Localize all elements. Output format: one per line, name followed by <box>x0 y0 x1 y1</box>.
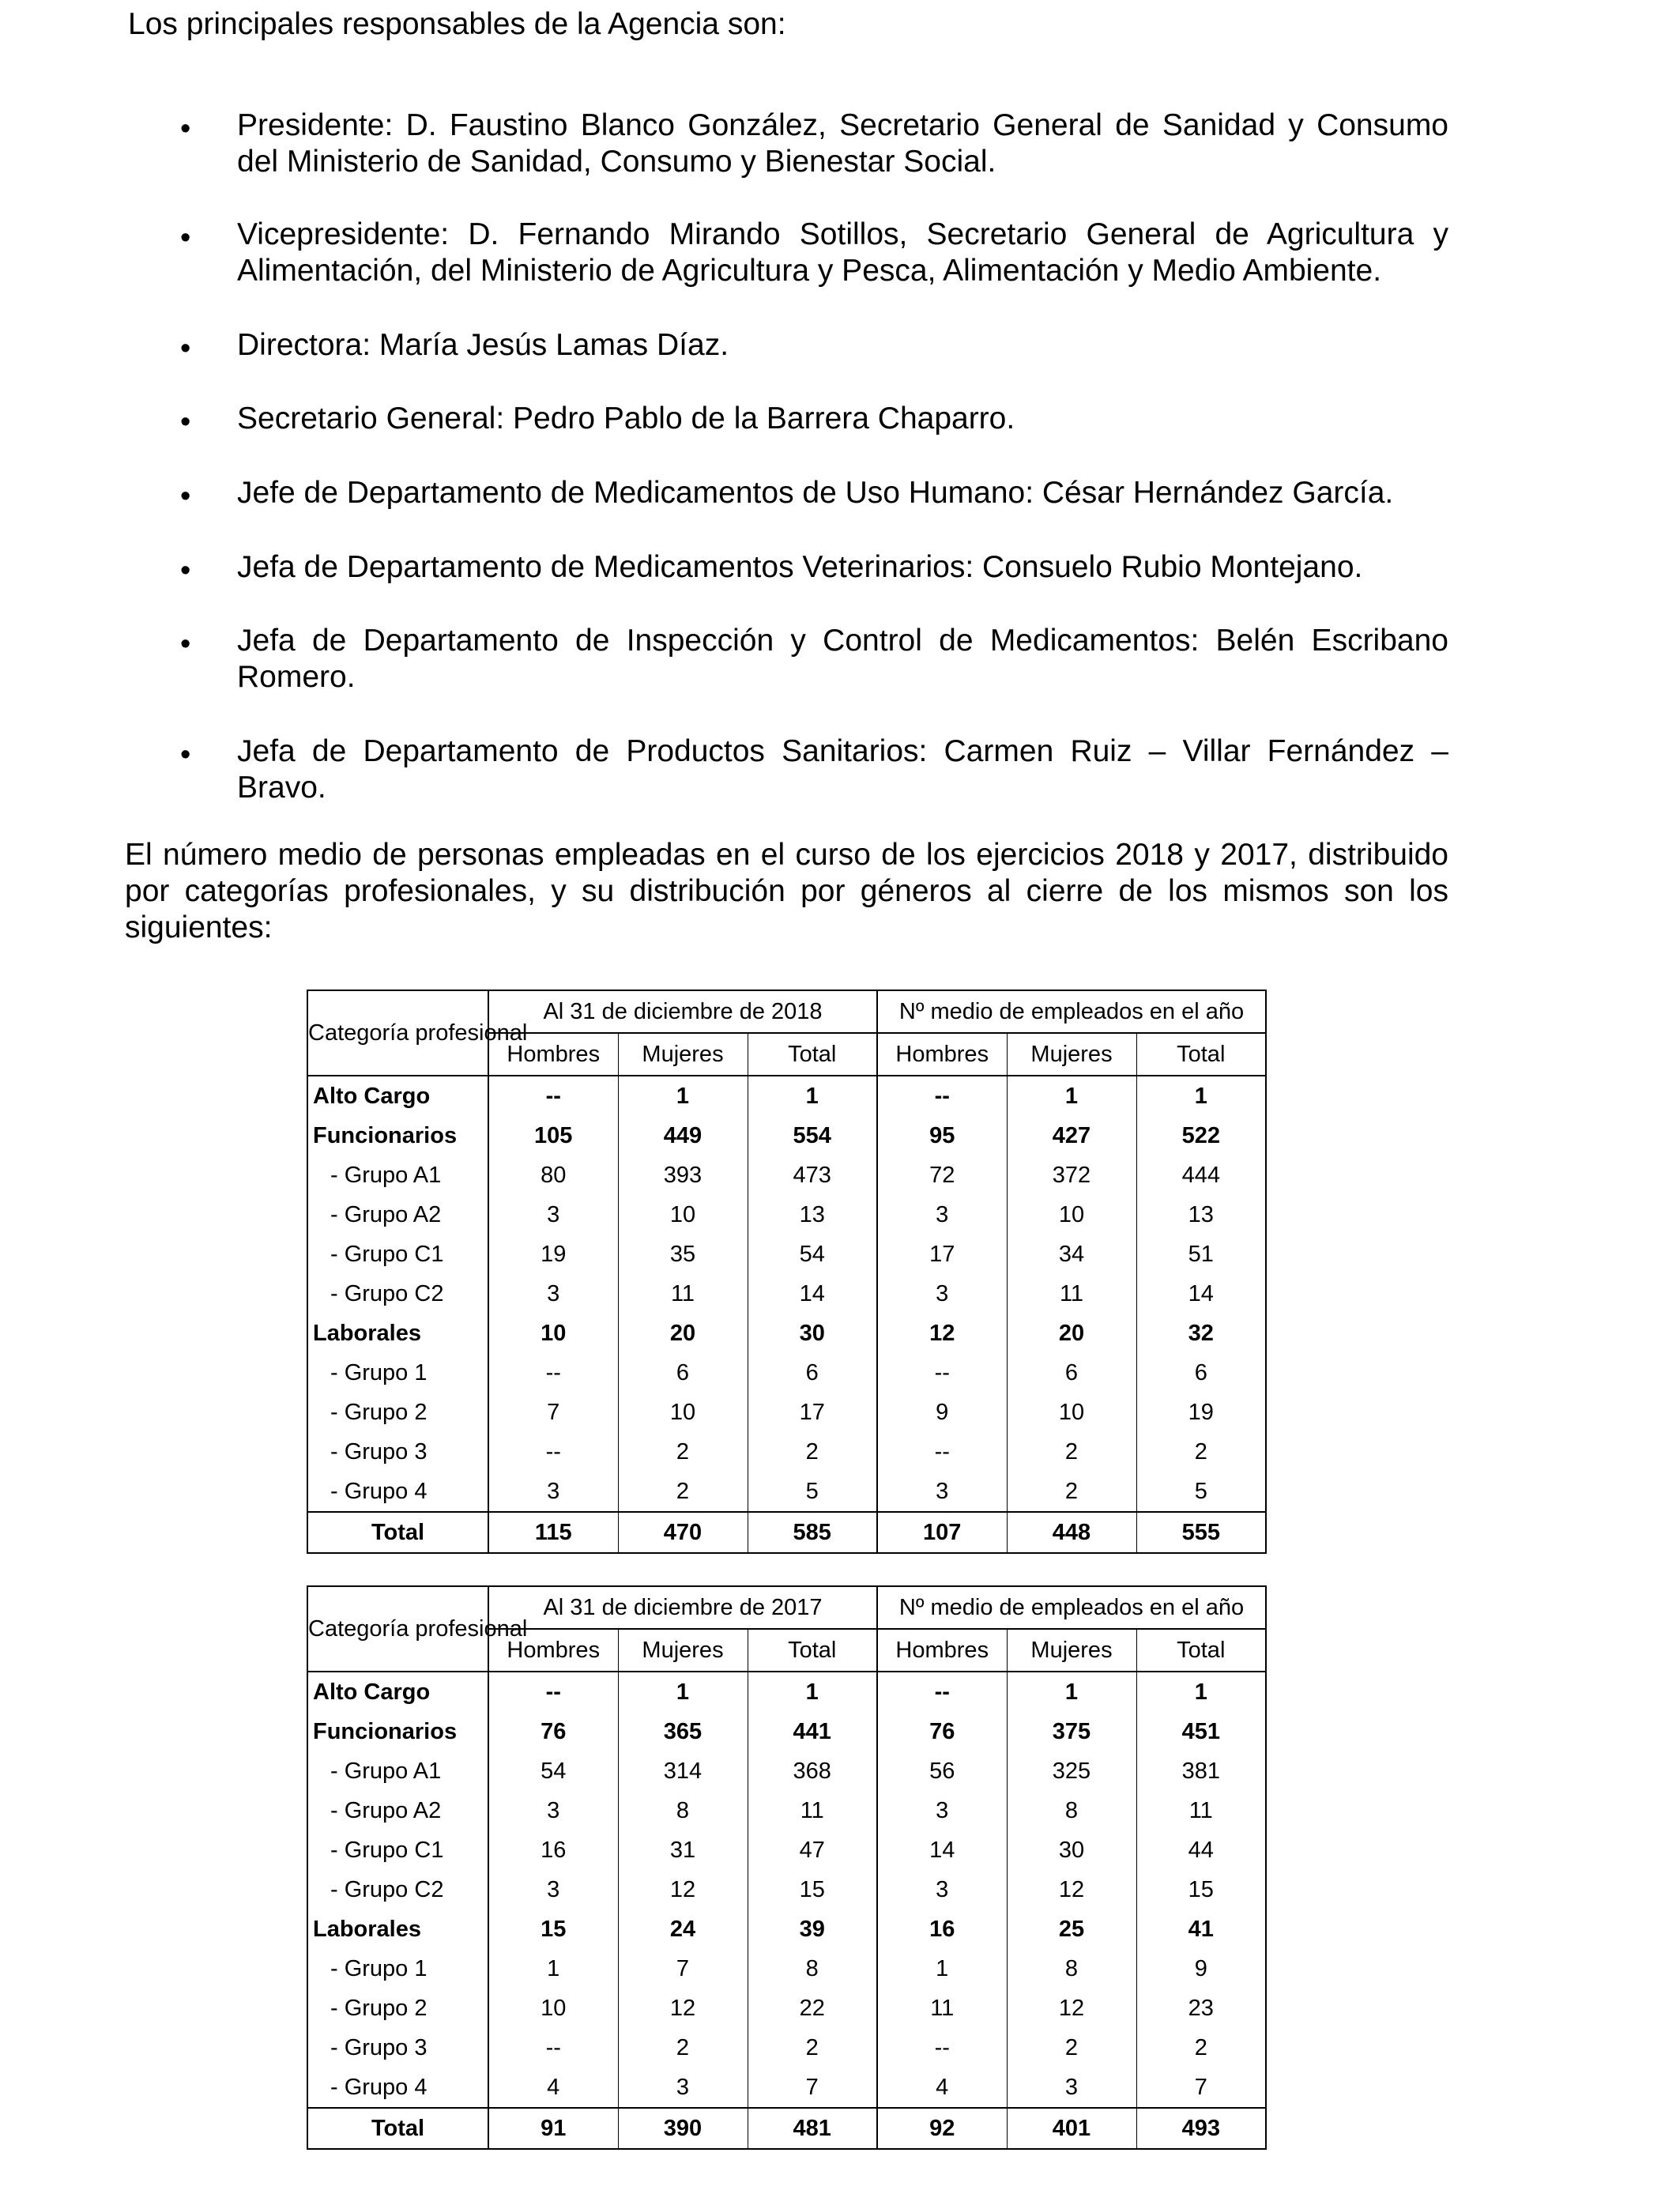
table-cell: 11 <box>618 1274 748 1314</box>
row-label: - Grupo A2 <box>307 1791 488 1830</box>
table-cell: 32 <box>1136 1314 1266 1353</box>
table-cell: -- <box>488 2028 618 2068</box>
table-row <box>307 1989 1266 2028</box>
table-cell: 16 <box>488 1830 618 1870</box>
table-cell: 3 <box>877 1472 1007 1512</box>
table-cell: 1 <box>1136 1076 1266 1116</box>
table-cell: 1 <box>1136 1672 1266 1712</box>
group-header-average: Nº medio de empleados en el año <box>877 990 1266 1033</box>
table-cell: 393 <box>618 1155 748 1195</box>
total-cell: 470 <box>618 1512 748 1553</box>
table-cell: 76 <box>488 1712 618 1751</box>
total-cell: 448 <box>1007 1512 1136 1553</box>
table-cell: 3 <box>877 1195 1007 1235</box>
table-cell: 451 <box>1136 1712 1266 1751</box>
table-cell: -- <box>488 1672 618 1712</box>
employees-paragraph: El número medio de personas empleadas en el curso de los ejercicios 2018 y 2017, distribuido por categorías profesionales, y su distribución por géneros al cierre de los mismos son los siguientes: <box>125 838 1448 944</box>
table-cell: 3 <box>877 1791 1007 1830</box>
column-header: Total <box>748 1629 877 1672</box>
table-row <box>307 2028 1266 2068</box>
table-cell: 368 <box>748 1751 877 1791</box>
list-item-text: Presidente: D. Faustino Blanco González, Secretario General de Sanidad y Consumo del Ministerio de Sanidad, Consumo y Bienestar Social. <box>237 108 1448 179</box>
table-cell: 10 <box>618 1195 748 1235</box>
total-cell: 390 <box>618 2108 748 2149</box>
column-header: Mujeres <box>1007 1033 1136 1076</box>
category-header: Categoría profesional <box>307 990 488 1076</box>
table-cell: 10 <box>1007 1195 1136 1235</box>
bullet-icon: • <box>180 405 191 439</box>
table-row <box>307 1432 1266 1472</box>
table-row <box>307 1751 1266 1791</box>
table-cell: 1 <box>1007 1076 1136 1116</box>
table-cell: 1 <box>748 1076 877 1116</box>
table-cell: -- <box>877 1432 1007 1472</box>
table-cell: 15 <box>1136 1870 1266 1909</box>
table-cell: 2 <box>618 1432 748 1472</box>
table-cell: 2 <box>1007 1432 1136 1472</box>
list-item-text: Jefa de Departamento de Productos Sanitarios: Carmen Ruiz – Villar Fernández – Bravo. <box>237 734 1448 805</box>
bullet-icon: • <box>180 738 191 771</box>
row-label: Alto Cargo <box>307 1672 488 1712</box>
table-cell: 10 <box>1007 1393 1136 1432</box>
table-row <box>307 1949 1266 1989</box>
table-cell: 9 <box>877 1393 1007 1432</box>
table-cell: 95 <box>877 1116 1007 1155</box>
table-cell: 12 <box>877 1314 1007 1353</box>
table-cell: 20 <box>1007 1314 1136 1353</box>
table-cell: 6 <box>1007 1353 1136 1393</box>
table-cell: 3 <box>488 1274 618 1314</box>
bullet-icon: • <box>180 480 191 513</box>
total-cell: 401 <box>1007 2108 1136 2149</box>
table-cell: 6 <box>748 1353 877 1393</box>
table-cell: 30 <box>1007 1830 1136 1870</box>
table-cell: 12 <box>618 1870 748 1909</box>
row-label: - Grupo A1 <box>307 1155 488 1195</box>
row-label: - Grupo 4 <box>307 1472 488 1512</box>
group-header-average: Nº medio de empleados en el año <box>877 1586 1266 1629</box>
table-cell: 3 <box>877 1274 1007 1314</box>
table-cell: 441 <box>748 1712 877 1751</box>
table-cell: 11 <box>1007 1274 1136 1314</box>
table-cell: 11 <box>748 1791 877 1830</box>
bullet-icon: • <box>180 221 191 254</box>
table-cell: -- <box>877 2028 1007 2068</box>
table-cell: 365 <box>618 1712 748 1751</box>
table-cell: 2 <box>748 1432 877 1472</box>
table-cell: 10 <box>618 1393 748 1432</box>
row-label: - Grupo C1 <box>307 1235 488 1274</box>
table-row <box>307 1672 1266 1712</box>
table-cell: 19 <box>1136 1393 1266 1432</box>
table-cell: 2 <box>1007 1472 1136 1512</box>
column-header: Hombres <box>877 1629 1007 1672</box>
total-row <box>307 1512 1266 1553</box>
column-header: Mujeres <box>618 1629 748 1672</box>
table-cell: 444 <box>1136 1155 1266 1195</box>
table-cell: 3 <box>488 1472 618 1512</box>
column-header: Mujeres <box>1007 1629 1136 1672</box>
row-label: - Grupo 2 <box>307 1393 488 1432</box>
table-row <box>307 1472 1266 1512</box>
total-cell: 481 <box>748 2108 877 2149</box>
table-cell: 2 <box>748 2028 877 2068</box>
table-cell: 51 <box>1136 1235 1266 1274</box>
table-cell: 30 <box>748 1314 877 1353</box>
table-cell: -- <box>877 1076 1007 1116</box>
table-row <box>307 1712 1266 1751</box>
column-header: Total <box>748 1033 877 1076</box>
table-cell: 2 <box>1136 1432 1266 1472</box>
row-label: Laborales <box>307 1314 488 1353</box>
table-cell: 15 <box>488 1909 618 1949</box>
table-cell: 1 <box>748 1672 877 1712</box>
table-cell: 9 <box>1136 1949 1266 1989</box>
table-cell: 314 <box>618 1751 748 1791</box>
row-label: Laborales <box>307 1909 488 1949</box>
table-row <box>307 1830 1266 1870</box>
column-header: Hombres <box>488 1629 618 1672</box>
row-label: - Grupo 3 <box>307 1432 488 1472</box>
table-cell: 427 <box>1007 1116 1136 1155</box>
table-cell: 17 <box>877 1235 1007 1274</box>
row-label: - Grupo 3 <box>307 2028 488 2068</box>
total-cell: 92 <box>877 2108 1007 2149</box>
table-cell: 449 <box>618 1116 748 1155</box>
table-cell: 5 <box>1136 1472 1266 1512</box>
list-item-text: Directora: María Jesús Lamas Díaz. <box>237 328 729 362</box>
total-cell: 107 <box>877 1512 1007 1553</box>
table-row <box>307 1116 1266 1155</box>
list-item-text: Vicepresidente: D. Fernando Mirando Sotillos, Secretario General de Agricultura y Alimentación, del Ministerio de Agricultura y Pesca, Alimentación y Medio Ambiente. <box>237 217 1448 288</box>
table-cell: 19 <box>488 1235 618 1274</box>
table-cell: 4 <box>488 2068 618 2108</box>
total-cell: 493 <box>1136 2108 1266 2149</box>
table-cell: 76 <box>877 1712 1007 1751</box>
table-row <box>307 1195 1266 1235</box>
table-cell: -- <box>488 1076 618 1116</box>
table-cell: 14 <box>877 1830 1007 1870</box>
table-cell: -- <box>488 1432 618 1472</box>
table-cell: 3 <box>488 1870 618 1909</box>
table-cell: 34 <box>1007 1235 1136 1274</box>
list-item-text: Jefa de Departamento de Medicamentos Veterinarios: Consuelo Rubio Montejano. <box>237 550 1363 584</box>
table-cell: 3 <box>488 1791 618 1830</box>
table-cell: 25 <box>1007 1909 1136 1949</box>
table-cell: 80 <box>488 1155 618 1195</box>
row-label: Funcionarios <box>307 1712 488 1751</box>
table-cell: 473 <box>748 1155 877 1195</box>
table-cell: 8 <box>1007 1949 1136 1989</box>
table-cell: 17 <box>748 1393 877 1432</box>
table-cell: 15 <box>748 1870 877 1909</box>
table-cell: 11 <box>877 1989 1007 2028</box>
table-cell: 20 <box>618 1314 748 1353</box>
category-header: Categoría profesional <box>307 1586 488 1672</box>
bullet-icon: • <box>180 554 191 587</box>
table-cell: 7 <box>488 1393 618 1432</box>
total-row <box>307 2108 1266 2149</box>
table-cell: 10 <box>488 1989 618 2028</box>
table-cell: 2 <box>618 1472 748 1512</box>
table-cell: 11 <box>1136 1791 1266 1830</box>
table-cell: 105 <box>488 1116 618 1155</box>
table-cell: 6 <box>618 1353 748 1393</box>
list-item-text: Secretario General: Pedro Pablo de la Barrera Chaparro. <box>237 401 1015 435</box>
table-cell: 24 <box>618 1909 748 1949</box>
table-cell: 1 <box>488 1949 618 1989</box>
table-row <box>307 1274 1266 1314</box>
total-cell: 585 <box>748 1512 877 1553</box>
table-row <box>307 2068 1266 2108</box>
table-cell: 2 <box>618 2028 748 2068</box>
employees-table-2018 <box>307 990 1267 1554</box>
table-cell: 23 <box>1136 1989 1266 2028</box>
row-label: - Grupo 1 <box>307 1949 488 1989</box>
table-cell: 13 <box>748 1195 877 1235</box>
table-cell: 12 <box>1007 1870 1136 1909</box>
table-cell: 14 <box>748 1274 877 1314</box>
table-cell: 35 <box>618 1235 748 1274</box>
column-header: Total <box>1136 1629 1266 1672</box>
table-cell: 10 <box>488 1314 618 1353</box>
table-cell: 44 <box>1136 1830 1266 1870</box>
row-label: Alto Cargo <box>307 1076 488 1116</box>
table-cell: 8 <box>1007 1791 1136 1830</box>
total-cell: 115 <box>488 1512 618 1553</box>
table-cell: 3 <box>618 2068 748 2108</box>
table-cell: 7 <box>748 2068 877 2108</box>
table-cell: 2 <box>1007 2028 1136 2068</box>
table-cell: 381 <box>1136 1751 1266 1791</box>
table-cell: 4 <box>877 2068 1007 2108</box>
row-label: Funcionarios <box>307 1116 488 1155</box>
table-cell: 554 <box>748 1116 877 1155</box>
table-cell: 7 <box>618 1949 748 1989</box>
table-cell: 5 <box>748 1472 877 1512</box>
table-cell: 375 <box>1007 1712 1136 1751</box>
table-row <box>307 1076 1266 1116</box>
list-item-text: Jefa de Departamento de Inspección y Control de Medicamentos: Belén Escribano Romero. <box>237 624 1448 694</box>
table-cell: 16 <box>877 1909 1007 1949</box>
group-header-date: Al 31 de diciembre de 2018 <box>488 990 877 1033</box>
table-row <box>307 1791 1266 1830</box>
bullet-icon: • <box>180 112 191 145</box>
table-cell: 2 <box>1136 2028 1266 2068</box>
table-cell: 3 <box>1007 2068 1136 2108</box>
table-cell: 56 <box>877 1751 1007 1791</box>
row-label: - Grupo 2 <box>307 1989 488 2028</box>
table-cell: 72 <box>877 1155 1007 1195</box>
table-cell: 325 <box>1007 1751 1136 1791</box>
table-cell: 8 <box>748 1949 877 1989</box>
total-cell: 91 <box>488 2108 618 2149</box>
row-label: - Grupo C1 <box>307 1830 488 1870</box>
list-item-text: Jefe de Departamento de Medicamentos de Uso Humano: César Hernández García. <box>237 476 1394 510</box>
row-label: - Grupo 1 <box>307 1353 488 1393</box>
total-label: Total <box>307 1512 488 1553</box>
table-cell: -- <box>488 1353 618 1393</box>
table-row <box>307 1393 1266 1432</box>
table-cell: 39 <box>748 1909 877 1949</box>
table-row <box>307 1353 1266 1393</box>
row-label: - Grupo C2 <box>307 1870 488 1909</box>
table-cell: 3 <box>488 1195 618 1235</box>
total-label: Total <box>307 2108 488 2149</box>
table-cell: 522 <box>1136 1116 1266 1155</box>
table-cell: 12 <box>618 1989 748 2028</box>
table-cell: 47 <box>748 1830 877 1870</box>
group-header-date: Al 31 de diciembre de 2017 <box>488 1586 877 1629</box>
table-row <box>307 1870 1266 1909</box>
table-cell: 6 <box>1136 1353 1266 1393</box>
table-cell: 22 <box>748 1989 877 2028</box>
column-header: Hombres <box>877 1033 1007 1076</box>
table-cell: 14 <box>1136 1274 1266 1314</box>
row-label: - Grupo 4 <box>307 2068 488 2108</box>
row-label: - Grupo A1 <box>307 1751 488 1791</box>
intro-text: Los principales responsables de la Agencia son: <box>128 7 786 41</box>
table-cell: 54 <box>488 1751 618 1791</box>
table-cell: 1 <box>618 1076 748 1116</box>
table-cell: 1 <box>618 1672 748 1712</box>
table-cell: 3 <box>877 1870 1007 1909</box>
row-label: - Grupo C2 <box>307 1274 488 1314</box>
table-cell: 372 <box>1007 1155 1136 1195</box>
total-cell: 555 <box>1136 1512 1266 1553</box>
column-header: Hombres <box>488 1033 618 1076</box>
table-cell: 8 <box>618 1791 748 1830</box>
table-cell: 1 <box>1007 1672 1136 1712</box>
bullet-icon: • <box>180 628 191 661</box>
table-cell: 12 <box>1007 1989 1136 2028</box>
column-header: Total <box>1136 1033 1266 1076</box>
table-cell: 31 <box>618 1830 748 1870</box>
table-row <box>307 1235 1266 1274</box>
table-cell: -- <box>877 1672 1007 1712</box>
bullet-icon: • <box>180 332 191 365</box>
table-row <box>307 1909 1266 1949</box>
table-cell: 41 <box>1136 1909 1266 1949</box>
table-cell: -- <box>877 1353 1007 1393</box>
table-row <box>307 1314 1266 1353</box>
table-row <box>307 1155 1266 1195</box>
employees-table-2017 <box>307 1585 1267 2150</box>
table-cell: 13 <box>1136 1195 1266 1235</box>
table-cell: 54 <box>748 1235 877 1274</box>
row-label: - Grupo A2 <box>307 1195 488 1235</box>
table-cell: 7 <box>1136 2068 1266 2108</box>
column-header: Mujeres <box>618 1033 748 1076</box>
table-cell: 1 <box>877 1949 1007 1989</box>
